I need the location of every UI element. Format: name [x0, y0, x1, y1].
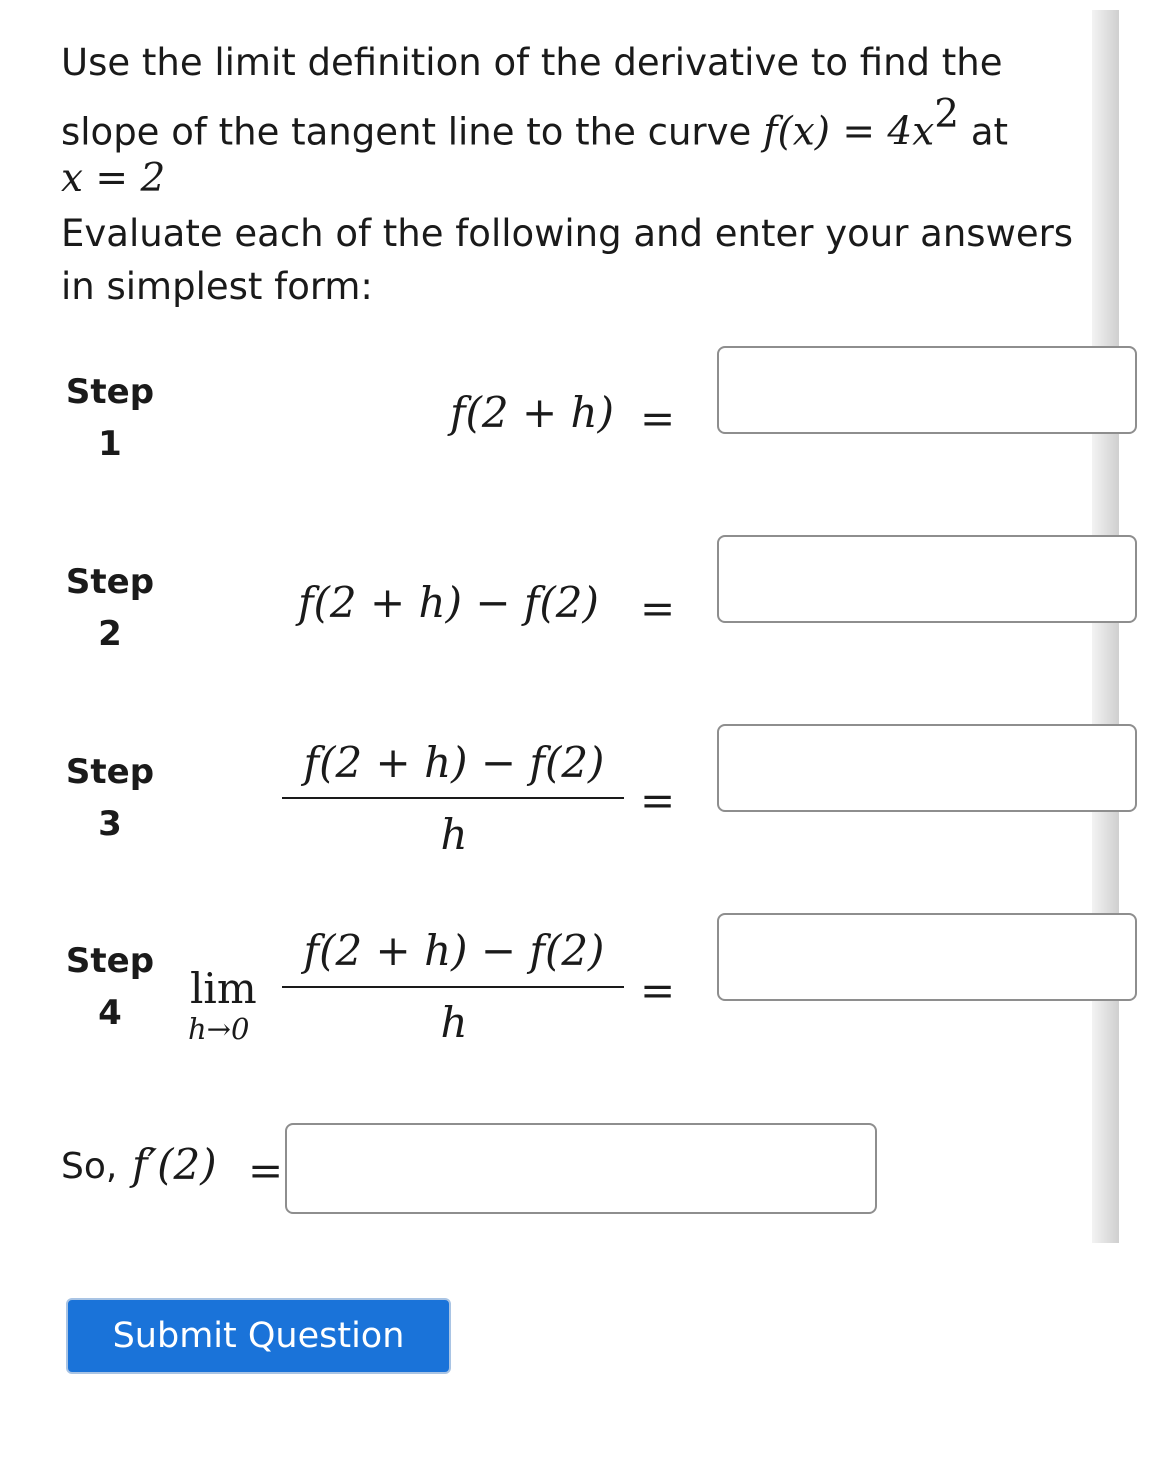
question-line-3 [61, 156, 165, 202]
step-2-label: Step 2 [65, 562, 155, 654]
step-2-expression: f(2 + h) − f(2) [298, 578, 599, 627]
step-4-fraction-bar [282, 986, 624, 988]
step-1-equals: = [640, 394, 676, 443]
step-4-equals: = [640, 966, 676, 1015]
step-1-answer-input[interactable] [717, 346, 1137, 434]
final-answer-input[interactable] [285, 1123, 877, 1214]
submit-question-button[interactable]: Submit Question [66, 1298, 451, 1374]
step-3-label: Step 3 [65, 752, 155, 844]
scroll-strip [1092, 10, 1119, 1243]
function-exponent: 2 [934, 92, 960, 137]
evaluation-point: x = 2 [61, 156, 166, 201]
question-line-4: Evaluate each of the following and enter your answers [61, 212, 1074, 255]
step-4-denominator: h [440, 998, 468, 1047]
step-3-answer-input[interactable] [717, 724, 1137, 812]
step-1-expression: f(2 + h) [450, 388, 614, 437]
conclusion-label: So, [61, 1146, 118, 1187]
step-2-equals: = [640, 584, 676, 633]
function-definition: f(x) = 4x [763, 109, 935, 155]
step-3-fraction-bar [282, 797, 624, 799]
step-4-answer-input[interactable] [717, 913, 1137, 1001]
step-3-denominator: h [440, 810, 468, 859]
step-3-numerator: f(2 + h) − f(2) [303, 738, 605, 787]
question-line-1: Use the limit definition of the derivative to find the [61, 41, 1003, 84]
limit-subscript: h→0 [188, 1012, 250, 1046]
conclusion-equals: = [248, 1146, 284, 1195]
step-1-label: Step 1 [65, 372, 155, 464]
question-line-2: slope of the tangent line to the curve $f(x) = 4x^2$ at [61, 92, 1008, 155]
step-3-equals: = [640, 776, 676, 825]
question-line-5: in simplest form: [61, 265, 373, 308]
limit-symbol: lim [190, 964, 257, 1013]
step-4-label: Step 4 [65, 941, 155, 1033]
step-2-answer-input[interactable] [717, 535, 1137, 623]
step-4-numerator: f(2 + h) − f(2) [303, 926, 605, 975]
conclusion-expression: f′(2) [132, 1140, 217, 1189]
